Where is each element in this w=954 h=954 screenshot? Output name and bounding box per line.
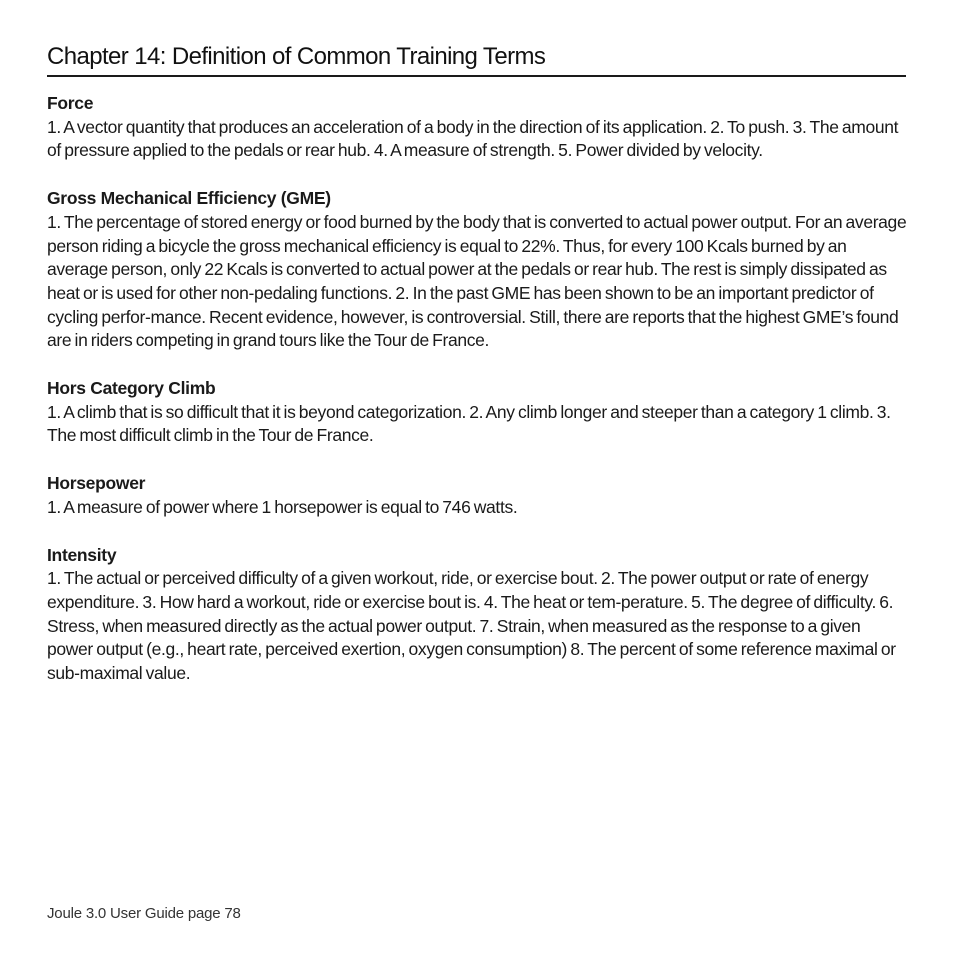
term-name: Horsepower: [47, 473, 146, 494]
term-name: Hors Category Climb: [47, 378, 216, 399]
term-definition: 1. A climb that is so difficult that it is beyond categorization. 2. Any climb longer and steeper than a category 1 climb. 3. The most difficult climb in the Tour de France.: [47, 401, 891, 446]
glossary-entry-force: [47, 92, 907, 163]
chapter-title: Chapter 14: Definition of Common Training Terms: [47, 41, 906, 77]
term-definition: 1. A vector quantity that produces an acceleration of a body in the direction of its application. 2. To push. 3. The amount of pressure applied to the pedals or rear hub. 4. A measure of strength. 5. Power divided by velocity.: [47, 116, 899, 161]
term-definition: 1. A measure of power where 1 horsepower is equal to 746 watts.: [47, 496, 518, 517]
page-footer: Joule 3.0 User Guide page 78: [47, 905, 241, 922]
glossary-entry-intensity: [47, 544, 907, 686]
glossary-entry-hors-category-climb: [47, 377, 907, 448]
glossary-entry-gme: [47, 187, 907, 353]
term-definition: 1. The percentage of stored energy or food burned by the body that is converted to actual power output. For an average person riding a bicycle the gross mechanical efficiency is equal to 22%. Thus, for every 100 Kcals burned by an average person, only 22 Kcals is converted to actual power at the pedals or rear hub. The rest is simply dissipated as heat or is used for other non-pedaling functions. 2. In the past GME has been shown to be an important predictor of cycling perfor-mance. Recent evidence, however, is controversial. Still, there are reports that the highest GME’s found are in riders competing in grand tours like the Tour de France.: [47, 211, 907, 351]
glossary-entry-horsepower: [47, 472, 907, 519]
term-name: Force: [47, 93, 94, 113]
term-name: Gross Mechanical Efficiency (GME): [47, 188, 331, 209]
term-definition: 1. The actual or perceived difficulty of a given workout, ride, or exercise bout. 2. The power output or rate of energy expenditure. 3. How hard a workout, ride or exercise bout is. 4. The heat or tem-perature. 5. The degree of difficulty. 6. Stress, when measured directly as the actual power output. 7. Strain, when measured as the response to a given power output (e.g., heart rate, perceived exertion, oxygen consumption) 8. The percent of some reference maximal or sub-maximal value.: [47, 568, 896, 684]
term-name: Intensity: [47, 544, 117, 565]
glossary-terms: [47, 92, 907, 710]
